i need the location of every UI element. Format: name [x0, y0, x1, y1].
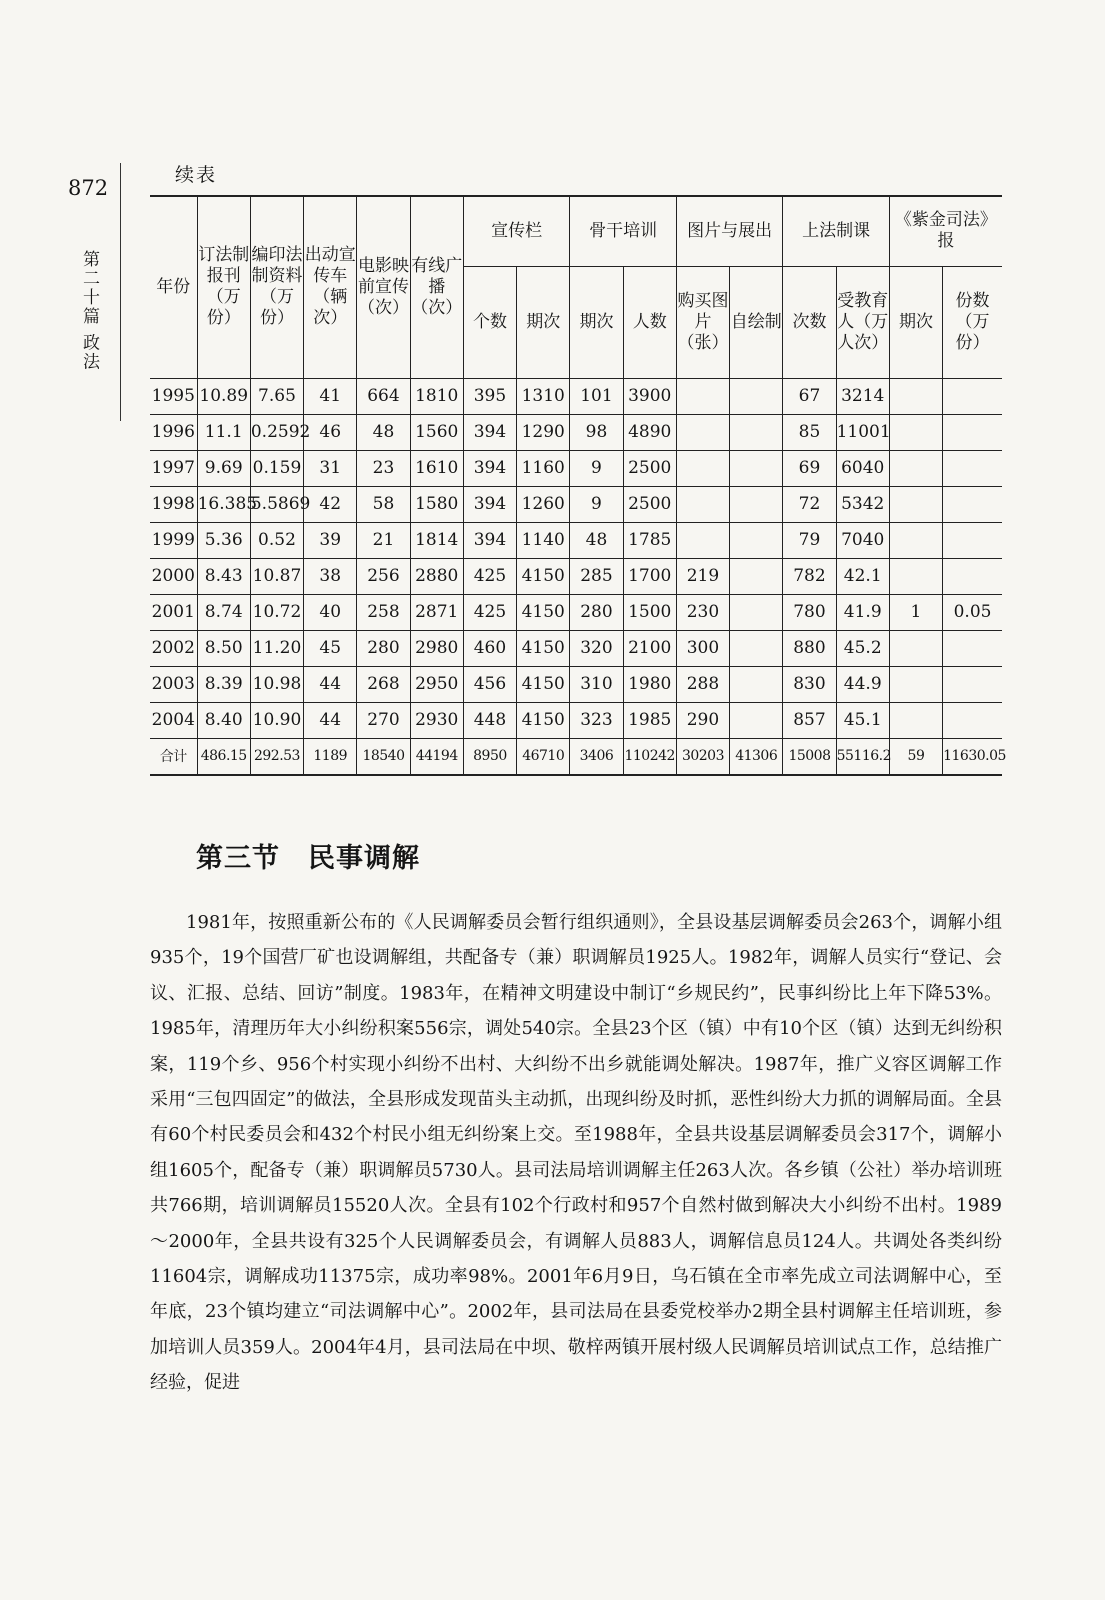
header-class-count: 次数: [783, 266, 836, 378]
table-cell: 1610: [410, 450, 463, 486]
statistics-table: [150, 195, 1006, 776]
margin-rule: [120, 163, 121, 421]
table-cell: 8.39: [197, 666, 250, 702]
table-cell: 38: [304, 558, 357, 594]
table-cell: [943, 414, 1002, 450]
header-printed-materials: 编印法制资料（万份）: [250, 196, 303, 378]
table-cell: 1: [889, 594, 942, 630]
table-cell: 1310: [517, 378, 570, 414]
table-cell: 31: [304, 450, 357, 486]
table-cell: 1140: [517, 522, 570, 558]
table-cell: 9: [570, 450, 623, 486]
table-cell: 0.159: [250, 450, 303, 486]
table-cell: 425: [463, 594, 516, 630]
table-cell: 21: [357, 522, 410, 558]
table-cell: 5.5869: [250, 486, 303, 522]
table-cell: 44: [304, 702, 357, 738]
table-cell: 394: [463, 414, 516, 450]
table-cell: 3214: [836, 378, 889, 414]
table-cell: 1160: [517, 450, 570, 486]
table-cell: 8.43: [197, 558, 250, 594]
table-cell: 8.50: [197, 630, 250, 666]
header-self-drawn: 自绘制: [730, 266, 783, 378]
table-cell: 9: [570, 486, 623, 522]
table-cell: 0.05: [943, 594, 1002, 630]
table-row: [150, 594, 1002, 630]
table-cell: 10.87: [250, 558, 303, 594]
table-cell: 780: [783, 594, 836, 630]
header-training-people: 人数: [623, 266, 676, 378]
table-cell: [943, 666, 1002, 702]
table-cell: 1700: [623, 558, 676, 594]
table-cell: [943, 558, 1002, 594]
table-cell: 394: [463, 522, 516, 558]
table-cell: 2930: [410, 702, 463, 738]
table-cell: [730, 702, 783, 738]
total-cell: 110242: [623, 738, 676, 775]
table-cell: 2500: [623, 486, 676, 522]
table-cell-year: 2001: [150, 594, 197, 630]
table-cell: 67: [783, 378, 836, 414]
table-cell: [676, 486, 729, 522]
header-zijin-justice-paper: 《紫金司法》报: [889, 196, 1002, 266]
table-cell: 4150: [517, 666, 570, 702]
body-paragraph: 1981年，按照重新公布的《人民调解委员会暂行组织通则》，全县设基层调解委员会263个，调解小组935个，19个国营厂矿也设调解组，共配备专（兼）职调解员1925人。1982年，调解人员实行“登记、会议、汇报、总结、回访”制度。1983年，在精神文明建设中制订“乡规民约”，民事纠纷比上年下降53%。1985年，清理历年大小纠纷积案556宗，调处540宗。全县23个区（镇）中有10个区（镇）达到无纠纷积案，119个乡、956个村实现小纠纷不出村、大纠纷不出乡就能调处解决。1987年，推广义容区调解工作采用“三包四固定”的做法，全县形成发现苗头主动抓，出现纠纷及时抓，恶性纠纷大力抓的调解局面。全县有60个村民委员会和432个村民小组无纠纷案上交。至1988年，全县共设基层调解委员会317个，调解小组1605个，配备专（兼）职调解员5730人。县司法局培训调解主任263人次。各乡镇（公社）举办培训班共766期，培训调解员15520人次。全县有102个行政村和957个自然村做到解决大小纠纷不出村。1989～2000年，全县共设有325个人民调解委员会，有调解人员883人，调解信息员124人。共调处各类纠纷11604宗，调解成功11375宗，成功率98%。2001年6月9日，乌石镇在全市率先成立司法调解中心，至年底，23个镇均建立“司法调解中心”。2002年，县司法局在县委党校举办2期全县村调解主任培训班，参加培训人员359人。2004年4月，县司法局在中坝、敬梓两镇开展村级人民调解员培训试点工作，总结推广经验，促进: [150, 912, 1002, 1394]
table-cell: 395: [463, 378, 516, 414]
table-cell: 85: [783, 414, 836, 450]
table-row: [150, 702, 1002, 738]
table-cell-year: 1996: [150, 414, 197, 450]
table-cell: 1580: [410, 486, 463, 522]
table-cell: 230: [676, 594, 729, 630]
table-cell: [889, 522, 942, 558]
table-cell: [889, 666, 942, 702]
table-cell: [943, 378, 1002, 414]
table-cell: 1260: [517, 486, 570, 522]
header-film-publicity: 电影映前宣传（次）: [357, 196, 410, 378]
table-cell: [889, 378, 942, 414]
table-cell: 857: [783, 702, 836, 738]
table-row: [150, 558, 1002, 594]
table-cell: 44: [304, 666, 357, 702]
table-cell: 45.1: [836, 702, 889, 738]
total-label: 合计: [150, 738, 197, 775]
table-cell: 58: [357, 486, 410, 522]
header-training-sessions: 期次: [570, 266, 623, 378]
section-title: 第三节 民事调解: [196, 843, 420, 874]
table-row: [150, 666, 1002, 702]
table-cell-year: 1997: [150, 450, 197, 486]
table-cell: [889, 630, 942, 666]
table-row: [150, 486, 1002, 522]
table-cell: 1560: [410, 414, 463, 450]
table-cell: 880: [783, 630, 836, 666]
table-row: [150, 450, 1002, 486]
table-cell: 219: [676, 558, 729, 594]
table-cell: 8.74: [197, 594, 250, 630]
header-paper-issues: 期次: [889, 266, 942, 378]
header-board-issues: 期次: [517, 266, 570, 378]
table-cell: 98: [570, 414, 623, 450]
table-cell: 310: [570, 666, 623, 702]
table-cell: 79: [783, 522, 836, 558]
table-cell: [676, 522, 729, 558]
table-cell: 394: [463, 486, 516, 522]
header-educated-people: 受教育人（万人次）: [836, 266, 889, 378]
header-bulletin-boards: 宣传栏: [463, 196, 570, 266]
table-cell: 101: [570, 378, 623, 414]
table-cell: 782: [783, 558, 836, 594]
table-body: [150, 378, 1006, 775]
table-cell: 10.72: [250, 594, 303, 630]
table-cell: 46: [304, 414, 357, 450]
table-cell: 394: [463, 450, 516, 486]
table-row: [150, 522, 1002, 558]
table-cell: [730, 450, 783, 486]
table-cell: 285: [570, 558, 623, 594]
table-cell: [730, 594, 783, 630]
table-cell: [730, 630, 783, 666]
table-cell: 42: [304, 486, 357, 522]
table-cell: 2880: [410, 558, 463, 594]
table-cell: 256: [357, 558, 410, 594]
table-cell: 41.9: [836, 594, 889, 630]
total-cell: 59: [889, 738, 942, 775]
table-cell: 7.65: [250, 378, 303, 414]
table-cell: 4890: [623, 414, 676, 450]
table-cell: [943, 702, 1002, 738]
table-cell: 1810: [410, 378, 463, 414]
table-cell: 4150: [517, 594, 570, 630]
page-number: 872: [68, 176, 109, 200]
table-continued-label: 续表: [175, 164, 218, 186]
table-cell: [943, 450, 1002, 486]
table-cell: 280: [570, 594, 623, 630]
table-cell: [889, 702, 942, 738]
table-cell: 6040: [836, 450, 889, 486]
header-year: 年份: [150, 196, 197, 378]
table-cell: 830: [783, 666, 836, 702]
total-cell: 486.15: [197, 738, 250, 775]
table-cell: 16.385: [197, 486, 250, 522]
statistics-table-wrapper: [150, 195, 1006, 776]
table-cell: [889, 558, 942, 594]
header-newspaper-subscriptions: 订法制报刊（万份）: [197, 196, 250, 378]
table-cell: 9.69: [197, 450, 250, 486]
table-cell: 664: [357, 378, 410, 414]
total-cell: 18540: [357, 738, 410, 775]
total-cell: 44194: [410, 738, 463, 775]
header-publicity-vehicles: 出动宣传车（辆次）: [304, 196, 357, 378]
total-cell: 41306: [730, 738, 783, 775]
table-cell: 8.40: [197, 702, 250, 738]
table-cell: [730, 558, 783, 594]
total-cell: 30203: [676, 738, 729, 775]
table-cell: 10.98: [250, 666, 303, 702]
table-cell: 7040: [836, 522, 889, 558]
table-cell: 300: [676, 630, 729, 666]
table-total-row: [150, 738, 1002, 775]
table-cell: 270: [357, 702, 410, 738]
total-cell: 15008: [783, 738, 836, 775]
table-cell: 2100: [623, 630, 676, 666]
table-cell: 1985: [623, 702, 676, 738]
table-cell: 48: [357, 414, 410, 450]
table-cell: 44.9: [836, 666, 889, 702]
total-cell: 1189: [304, 738, 357, 775]
total-cell: 46710: [517, 738, 570, 775]
table-cell: 1785: [623, 522, 676, 558]
table-cell: [889, 450, 942, 486]
table-cell: 258: [357, 594, 410, 630]
table-cell: [730, 666, 783, 702]
table-cell: 288: [676, 666, 729, 702]
header-paper-copies: 份数（万份）: [943, 266, 1002, 378]
table-cell: 448: [463, 702, 516, 738]
table-cell: 460: [463, 630, 516, 666]
header-board-count: 个数: [463, 266, 516, 378]
table-cell: [676, 414, 729, 450]
total-cell: 8950: [463, 738, 516, 775]
table-cell: 4150: [517, 702, 570, 738]
table-cell: [943, 630, 1002, 666]
table-cell: [889, 414, 942, 450]
table-cell: 4150: [517, 630, 570, 666]
header-cable-broadcast: 有线广播（次）: [410, 196, 463, 378]
table-cell: 11.1: [197, 414, 250, 450]
table-cell: 2871: [410, 594, 463, 630]
table-cell-year: 1995: [150, 378, 197, 414]
header-purchased-pictures: 购买图片（张）: [676, 266, 729, 378]
table-cell: 2980: [410, 630, 463, 666]
table-cell: 45: [304, 630, 357, 666]
table-cell: 456: [463, 666, 516, 702]
total-cell: 292.53: [250, 738, 303, 775]
table-cell: 42.1: [836, 558, 889, 594]
part-label: 第二十篇 政法: [79, 250, 99, 372]
table-cell: 48: [570, 522, 623, 558]
header-legal-classes: 上法制课: [783, 196, 890, 266]
table-cell-year: 1998: [150, 486, 197, 522]
table-cell: 5342: [836, 486, 889, 522]
table-cell: 45.2: [836, 630, 889, 666]
table-cell: [676, 378, 729, 414]
header-key-training: 骨干培训: [570, 196, 677, 266]
table-cell: 0.52: [250, 522, 303, 558]
table-cell: 5.36: [197, 522, 250, 558]
table-cell-year: 2000: [150, 558, 197, 594]
table-cell: 69: [783, 450, 836, 486]
table-cell: 11.20: [250, 630, 303, 666]
table-cell: [943, 522, 1002, 558]
table-cell: 2950: [410, 666, 463, 702]
table-cell: 268: [357, 666, 410, 702]
table-cell: [730, 378, 783, 414]
table-cell-year: 2002: [150, 630, 197, 666]
table-cell-year: 1999: [150, 522, 197, 558]
body-text: [150, 905, 1002, 1401]
table-row: [150, 630, 1002, 666]
total-cell: 11630.05: [943, 738, 1002, 775]
table-cell: [676, 450, 729, 486]
table-row: [150, 378, 1002, 414]
table-cell: 4150: [517, 558, 570, 594]
table-cell: 1500: [623, 594, 676, 630]
table-cell: 320: [570, 630, 623, 666]
total-cell: 3406: [570, 738, 623, 775]
header-pictures-exhibitions: 图片与展出: [676, 196, 783, 266]
table-cell: [889, 486, 942, 522]
table-cell: 39: [304, 522, 357, 558]
table-cell: [730, 522, 783, 558]
total-cell: 55116.2: [836, 738, 889, 775]
table-row: [150, 414, 1002, 450]
table-cell-year: 2003: [150, 666, 197, 702]
table-cell: 40: [304, 594, 357, 630]
table-cell: 0.2592: [250, 414, 303, 450]
table-cell: [943, 486, 1002, 522]
table-cell: 23: [357, 450, 410, 486]
table-cell: 1814: [410, 522, 463, 558]
table-cell: 10.89: [197, 378, 250, 414]
table-cell: 280: [357, 630, 410, 666]
table-cell: 3900: [623, 378, 676, 414]
table-cell: 41: [304, 378, 357, 414]
table-cell-year: 2004: [150, 702, 197, 738]
table-cell: 1290: [517, 414, 570, 450]
table-cell: 425: [463, 558, 516, 594]
table-cell: 290: [676, 702, 729, 738]
table-cell: 2500: [623, 450, 676, 486]
table-cell: [730, 486, 783, 522]
table-cell: 11001: [836, 414, 889, 450]
table-cell: [730, 414, 783, 450]
table-cell: 323: [570, 702, 623, 738]
table-cell: 72: [783, 486, 836, 522]
table-cell: 10.90: [250, 702, 303, 738]
table-cell: 1980: [623, 666, 676, 702]
